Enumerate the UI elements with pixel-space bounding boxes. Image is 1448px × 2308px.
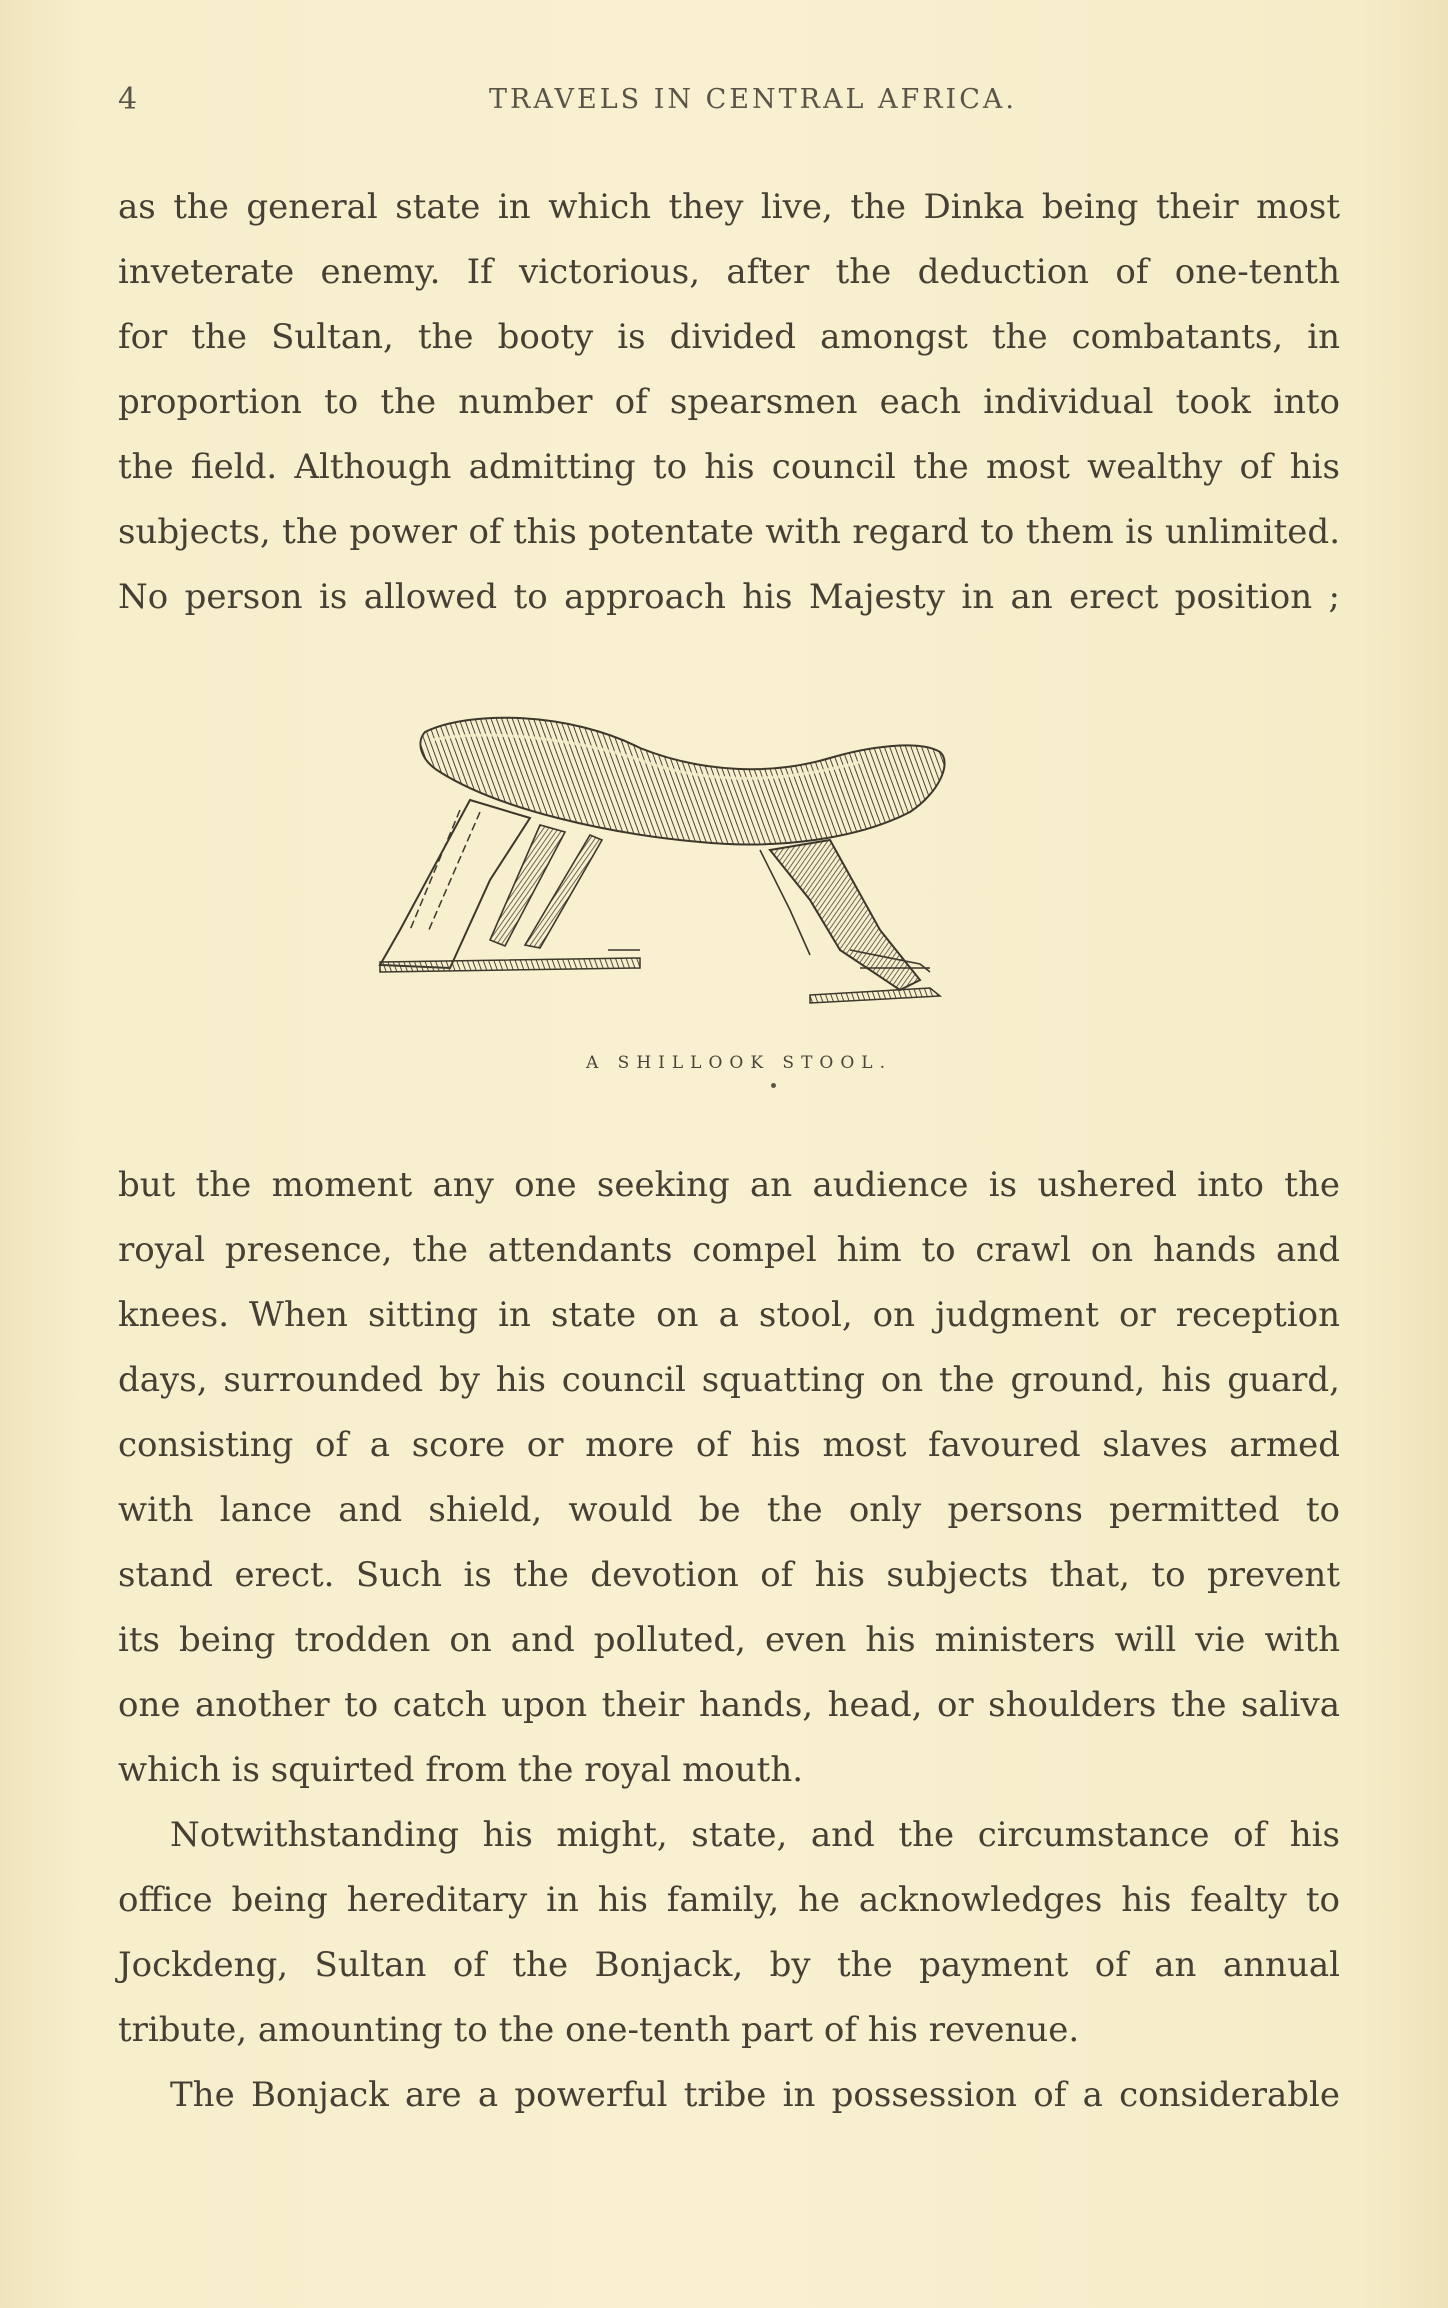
text-continuation: [118, 1153, 1340, 2128]
text-line: days, surrounded by his council squatting on the ground, his guard,: [118, 1360, 1340, 1400]
text-line: royal presence, the attendants compel him to crawl on hands and: [118, 1230, 1340, 1270]
text-line: No person is allowed to approach his Majesty in an erect position ;: [118, 577, 1340, 617]
text-line: proportion to the number of spearsmen each individual took into: [118, 382, 1340, 422]
text-line: the field. Although admitting to his council the most wealthy of his: [118, 447, 1340, 487]
text-line: stand erect. Such is the devotion of his subjects that, to prevent: [118, 1555, 1340, 1595]
text-line: one another to catch upon their hands, head, or shoulders the saliva: [118, 1685, 1340, 1725]
print-mark: [771, 1083, 776, 1088]
running-header: [118, 82, 1348, 122]
running-title: TRAVELS IN CENTRAL AFRICA.: [489, 84, 1017, 115]
stool-illustration: [340, 700, 1140, 1040]
text-line: Jockdeng, Sultan of the Bonjack, by the payment of an annual: [118, 1945, 1340, 1985]
text-line: knees. When sitting in state on a stool, on judgment or reception: [118, 1295, 1340, 1335]
stool-engraving: [340, 700, 1140, 1040]
text-line: office being hereditary in his family, he acknowledges his fealty to: [118, 1880, 1340, 1920]
figure-caption: A SHILLOOK STOOL.: [586, 1053, 892, 1073]
text-line: as the general state in which they live, the Dinka being their most: [118, 187, 1340, 227]
text-line: tribute, amounting to the one-tenth part of his revenue.: [118, 2010, 1080, 2050]
page-number: 4: [118, 82, 138, 117]
text-line: which is squirted from the royal mouth.: [118, 1750, 804, 1790]
text-line: for the Sultan, the booty is divided amongst the combatants, in: [118, 317, 1340, 357]
text-line: inveterate enemy. If victorious, after the deduction of one-tenth: [118, 252, 1340, 292]
text-line: subjects, the power of this potentate with regard to them is unlimited.: [118, 512, 1340, 552]
text-line: The Bonjack are a powerful tribe in possession of a considerable: [170, 2075, 1340, 2115]
text-line: with lance and shield, would be the only persons permitted to: [118, 1490, 1340, 1530]
paragraph-1: [118, 175, 1340, 630]
text-line: its being trodden on and polluted, even his ministers will vie with: [118, 1620, 1340, 1660]
text-line: Notwithstanding his might, state, and the circumstance of his: [170, 1815, 1340, 1855]
text-line: but the moment any one seeking an audience is ushered into the: [118, 1165, 1340, 1205]
text-line: consisting of a score or more of his most favoured slaves armed: [118, 1425, 1340, 1465]
